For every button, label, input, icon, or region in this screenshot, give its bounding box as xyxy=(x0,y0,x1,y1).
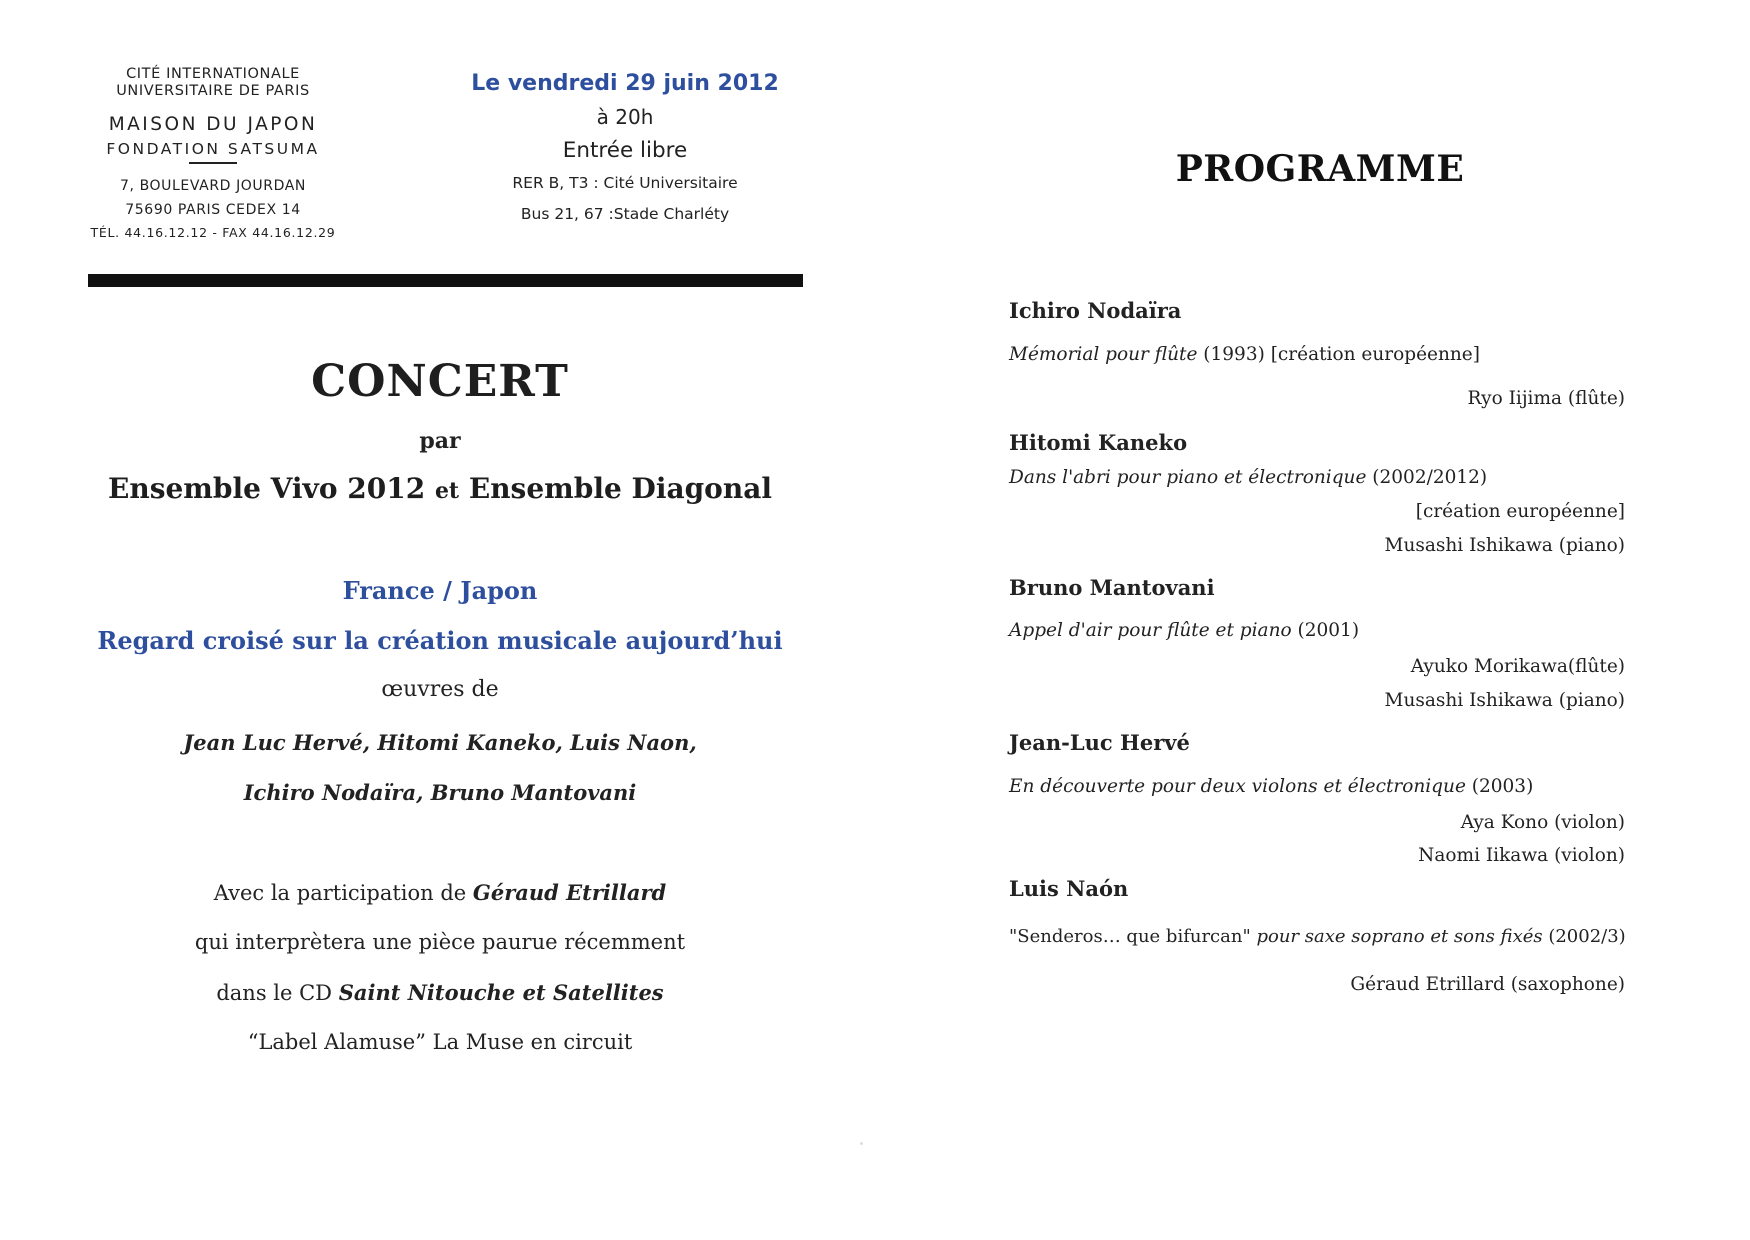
institution-name: MAISON DU JAPON xyxy=(108,114,318,135)
guest-name: Géraud Etrillard xyxy=(472,880,667,905)
work-details: (2001) xyxy=(1291,620,1360,641)
ensemble-vivo: Ensemble Vivo 2012 xyxy=(108,472,426,505)
programme-performer: Naomi Iikawa (violon) xyxy=(1418,845,1625,866)
programme-performer: Musashi Ishikawa (piano) xyxy=(1384,535,1625,556)
programme-performer: Musashi Ishikawa (piano) xyxy=(1384,690,1625,711)
programme-performer: Ryo Iijima (flûte) xyxy=(1467,388,1625,409)
participation-line1 xyxy=(60,880,820,905)
composers-line2: Ichiro Nodaïra, Bruno Mantovani xyxy=(243,780,637,805)
programme-composer: Luis Naón xyxy=(1009,876,1129,901)
event-transport-bus: Bus 21, 67 :Stade Charléty xyxy=(520,205,730,223)
participation-line3 xyxy=(60,980,820,1005)
institution-header xyxy=(84,66,342,244)
event-info xyxy=(460,68,790,230)
programme-composer: Bruno Mantovani xyxy=(1009,575,1215,600)
work-quote: "Senderos… que bifurcan" xyxy=(1009,926,1251,947)
institution-foundation: FONDATION SATSUMA xyxy=(106,140,320,158)
concert-countries: France / Japon xyxy=(342,576,538,605)
event-entry: Entrée libre xyxy=(562,138,688,163)
work-details: (1993) [création européenne] xyxy=(1197,344,1480,365)
work-title: pour saxe soprano et sons fixés xyxy=(1250,926,1543,947)
institution-phone: TÉL. 44.16.12.12 - FAX 44.16.12.29 xyxy=(90,224,336,240)
concert-by: par xyxy=(419,428,461,454)
event-transport-rer: RER B, T3 : Cité Universitaire xyxy=(512,174,738,192)
work-title: En découverte pour deux violons et électronique xyxy=(1009,776,1466,797)
programme-performer: Géraud Etrillard (saxophone) xyxy=(1350,974,1625,995)
institution-divider xyxy=(189,162,237,164)
participation-prefix: Avec la participation de xyxy=(213,881,467,905)
work-details: (2002/3) xyxy=(1542,926,1626,947)
work-title: Dans l'abri pour piano et électronique xyxy=(1009,467,1367,488)
cd-title: Saint Nitouche et Satellites xyxy=(338,980,664,1005)
programme-work xyxy=(1009,620,1625,641)
programme-work xyxy=(1009,776,1625,797)
concert-title: CONCERT xyxy=(311,356,569,407)
institution-line2: UNIVERSITAIRE DE PARIS xyxy=(116,83,310,99)
programme-performer: Ayuko Morikawa(flûte) xyxy=(1410,656,1625,677)
event-date: Le vendredi 29 juin 2012 xyxy=(471,71,779,96)
cd-prefix: dans le CD xyxy=(216,981,333,1005)
institution-line1: CITÉ INTERNATIONALE xyxy=(126,66,300,82)
programme-work xyxy=(1009,467,1625,488)
work-title: Mémorial pour flûte xyxy=(1009,344,1198,365)
programme-title: PROGRAMME xyxy=(1175,148,1465,190)
institution-address-street: 7, BOULEVARD JOURDAN xyxy=(119,177,306,194)
programme-work xyxy=(1009,344,1625,365)
ensembles-conjunction: et xyxy=(434,478,460,504)
ensemble-diagonal: Ensemble Diagonal xyxy=(468,472,772,505)
work-details: (2002/2012) xyxy=(1366,467,1488,488)
header-divider-bar xyxy=(88,274,803,287)
scan-speck xyxy=(860,1142,863,1145)
concert-theme: Regard croisé sur la création musicale aujourd’hui xyxy=(97,626,783,655)
composers-line1: Jean Luc Hervé, Hitomi Kaneko, Luis Naon, xyxy=(183,730,697,755)
programme-note: [création européenne] xyxy=(1415,501,1625,522)
programme-composer: Jean-Luc Hervé xyxy=(1009,730,1190,755)
event-time: à 20h xyxy=(596,105,654,129)
work-title: Appel d'air pour flûte et piano xyxy=(1009,620,1292,641)
participation-line2: qui interprètera une pièce paurue récemment xyxy=(194,930,686,954)
programme-work xyxy=(1009,926,1625,947)
concert-ensembles xyxy=(60,472,820,505)
institution-address-city: 75690 PARIS CEDEX 14 xyxy=(125,201,301,218)
label-line: “Label Alamuse” La Muse en circuit xyxy=(247,1030,633,1054)
programme-composer: Ichiro Nodaïra xyxy=(1009,298,1182,323)
programme-composer: Hitomi Kaneko xyxy=(1009,430,1188,455)
work-details: (2003) xyxy=(1465,776,1534,797)
programme-performer: Aya Kono (violon) xyxy=(1460,812,1625,833)
concert-works-of: œuvres de xyxy=(381,677,499,702)
